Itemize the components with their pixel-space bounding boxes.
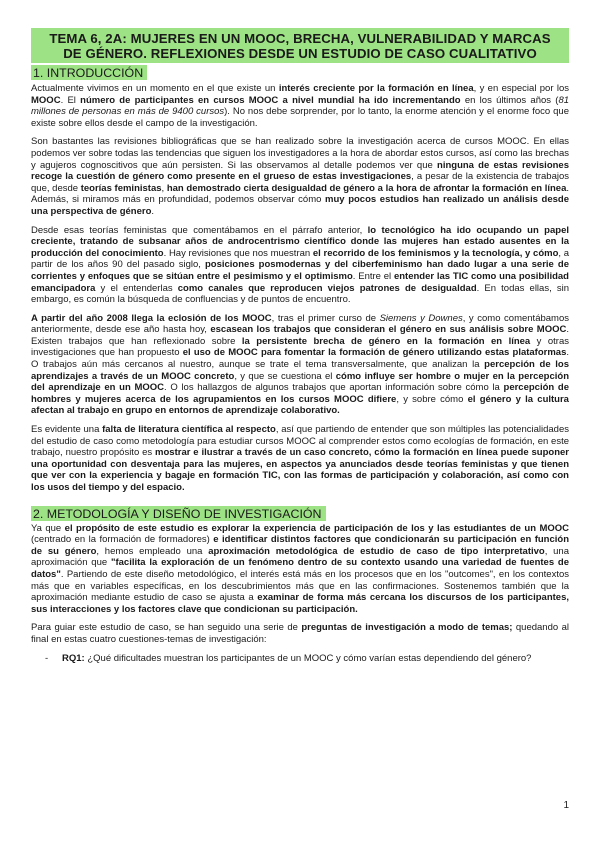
text-run: Actualmente vivimos en un momento en el que existe un [31, 83, 279, 94]
bold-text: lo tecnológico ha ido ocupando un papel creciente, tratando de subsanar años de androcentrismo científico donde las mujeres han estado ausentes en la producción del conocimiento [31, 224, 569, 259]
text-run: Ya que [31, 522, 65, 534]
bold-text: interés creciente por la formación en línea [278, 83, 474, 94]
text-run: Desde esas teorías feministas que comentábamos en el párrafo anterior, [31, 224, 368, 236]
research-question-item [31, 653, 569, 665]
text-run: , a partir de los años 90 del pasado siglo, [31, 247, 569, 271]
text-run: . En todas ellas, sin embargo, es común la búsqueda de confluencias y de puntos de encuentro. [31, 282, 569, 306]
text-run: . Partiendo de este diseño metodológico, el interés está más en los procesos que en los "outcomes", en los contextos más que en variables específicas, en los descubrimientos más que en las confirmaciones. Sostenemos también que la aproximación mediante estudio de caso se ajusta a [31, 568, 569, 604]
text-run: . Existen trabajos que han reflexionado sobre [31, 324, 570, 347]
bold-text: número de participantes en cursos MOOC a nivel mundial ha ido incrementando [80, 94, 461, 106]
text-run: ). No nos debe sorprender, por lo tanto, la enorme atención y el enorme foco que existe sobre ellos desde el campo de la investigación. [31, 106, 569, 129]
text-run: ¿Qué dificultades muestran los participantes de un MOOC y cómo varían estas dependiendo del género? [87, 652, 532, 664]
bold-text: aproximación metodológica de estudio de caso de tipo interpretativo [208, 545, 545, 557]
text-run: , a pesar de la existencia de trabajos que, desde [31, 171, 570, 194]
paragraph [31, 622, 569, 645]
italic-text: Siemens y Downes [379, 312, 463, 324]
text-run: . Entre el [352, 270, 394, 282]
document-title [31, 28, 569, 63]
bold-text: el recorrido de los feminismos y la tecnología, y cómo [312, 247, 559, 259]
text-run: y el entenderlas [95, 282, 178, 294]
bold-text: ninguna de estas revisiones recoge la cuestión de género como presente en el grueso de estas investigaciones [31, 159, 569, 183]
bold-text: escasean los trabajos que consideran el género en sus análisis sobre MOOC [210, 324, 567, 336]
bold-text: RQ1: [62, 652, 88, 664]
bold-text: el género y la cultura afectan al trabajo en grupo en entornos de aprendizaje colaborativo. [31, 393, 569, 417]
bold-text: examinar de forma más cercana los discursos de los participantes, sus interacciones y los factores clave que condicionan su participación. [31, 592, 569, 615]
text-run: . El [60, 94, 81, 106]
list-dash: - [45, 652, 49, 664]
text-run: , y que se cuestiona el [234, 370, 336, 382]
paragraph [31, 225, 569, 306]
document-title-line-1: TEMA 6, 2A: MUJERES EN UN MOOC, BRECHA, VULNERABILIDAD Y MARCAS [49, 31, 551, 46]
paragraph [31, 83, 569, 129]
text-run: , tras el primer curso de [271, 312, 380, 324]
bold-text: teorías feministas [80, 182, 162, 194]
bold-text: "facilita la exploración de un fenómeno dentro de su contexto usando una variedad de fuentes de datos" [31, 557, 569, 580]
section-heading-introduccion: 1. INTRODUCCIÓN [31, 65, 147, 80]
text-run: y otras investigaciones que han propuesto [31, 335, 569, 359]
bold-text: han demostrado cierta desigualdad de género a la hora de afrontar la formación en línea [166, 182, 567, 194]
bold-text: cómo influye ser hombre o mujer en la percepción del aprendizaje en un MOOC [31, 370, 569, 394]
bold-text: el propósito de este estudio es explorar la experiencia de participación de los y las estudiantes de un MOOC [64, 522, 569, 534]
italic-text: 81 millones de personas en más de 9400 cursos [31, 94, 570, 118]
bold-text: e identificar distintos factores que condicionarán su participación en función de su género [31, 534, 569, 557]
text-run: , hemos empleado una [96, 545, 209, 557]
text-run: Es evidente una [31, 424, 103, 436]
text-run: . [151, 205, 155, 217]
bold-text: percepción de hombres y mujeres acerca de los agrupamientos en los cursos MOOC difiere [31, 382, 569, 405]
text-run: , y como comentábamos anteriormente, desde ese año hasta hoy, [31, 312, 569, 336]
text-run: en los últimos años ( [460, 94, 559, 106]
bold-text: posiciones posmodernas y del ciberfeminismo han dado lugar a una serie de corrientes y enfoques que se sitúan entre el pesimismo y el optimismo [31, 259, 569, 282]
document-title-line-2: DE GÉNERO. REFLEXIONES DESDE UN ESTUDIO DE CASO CUALITATIVO [63, 46, 537, 61]
paragraph [31, 313, 569, 417]
text-run: quedando al final en estas cuatro cuestiones-temas de investigación: [31, 622, 569, 645]
bold-text: muy pocos estudios han realizado un análisis desde una perspectiva de género [31, 194, 569, 217]
text-run: . Hay revisiones que nos muestran [163, 247, 313, 259]
bold-text: A partir del año 2008 llega la eclosión de los MOOC [31, 312, 272, 324]
section-metodologia-body [31, 523, 569, 646]
bold-text: entender las TIC como una posibilidad emancipadora [31, 270, 569, 294]
text-run: . Además, si miramos más en profundidad, podemos observar cómo [31, 182, 569, 206]
bold-text: el uso de MOOC para fomentar la formación de género utilizando estas plataformas [182, 347, 567, 359]
section-introduccion-body [31, 83, 569, 494]
bold-text: como canales que reproducen viejos patrones de desigualdad [177, 282, 477, 294]
section-heading-metodologia: 2. METODOLOGÍA Y DISEÑO DE INVESTIGACIÓN [31, 506, 326, 521]
page-number: 1 [563, 800, 569, 811]
text-run: (centrado en la formación de formadores) [31, 534, 214, 546]
text-run: . O trabajos aún más cercanos al nuestro, aunque se trate el tema transversalmente, que analizan la [31, 347, 570, 371]
text-run: , y sobre cómo [396, 393, 468, 405]
text-run: , así que partiendo de entender que son múltiples las potencialidades del estudio de caso como metodología para estudiar cursos MOOC al comprender estos como ecologías de formación, en este trabajo, nuestro propósito es [31, 424, 569, 459]
bold-text: preguntas de investigación a modo de temas; [301, 622, 513, 634]
bold-text: falta de literatura científica al respecto [102, 424, 276, 436]
bold-text: mostrar e ilustrar a través de un caso concreto, cómo la formación en línea puede suponer una oportunidad con desventaja para las mujeres, en aspectos ya anunciados desde teorías feministas y que tienen que ver con la experiencia y bagaje en formación TIC, con las formas de participación y colaboración, así como con los usos del tiempo y del espacio. [31, 447, 569, 493]
text-run: , [161, 182, 167, 194]
text-run: , y en especial por los [473, 83, 569, 94]
text-run: . O los hallazgos de algunos trabajos que aportan información sobre cómo la [164, 382, 504, 394]
research-questions-list [31, 653, 569, 665]
paragraph [31, 136, 569, 217]
text-run: Para guiar este estudio de caso, se han seguido una serie de [31, 622, 302, 634]
bold-text: MOOC [31, 94, 61, 106]
paragraph [31, 523, 569, 616]
text-run: , una aproximación que [31, 545, 569, 569]
bold-text: percepción de los aprendizajes a través de un MOOC concreto [31, 359, 569, 382]
text-run: Son bastantes las revisiones bibliográficas que se han realizado sobre la investigación acerca de cursos MOOC. En ellas podemos ver sobre todas las tendencias que siguen los investigadores a la hora de abordar estos cursos, así como las brechas y agujeros cognoscitivos que aún persisten. Si las observamos al detalle podemos ver que [31, 136, 569, 171]
paragraph [31, 424, 569, 494]
bold-text: la persistente brecha de género en la formación en línea [241, 335, 531, 347]
